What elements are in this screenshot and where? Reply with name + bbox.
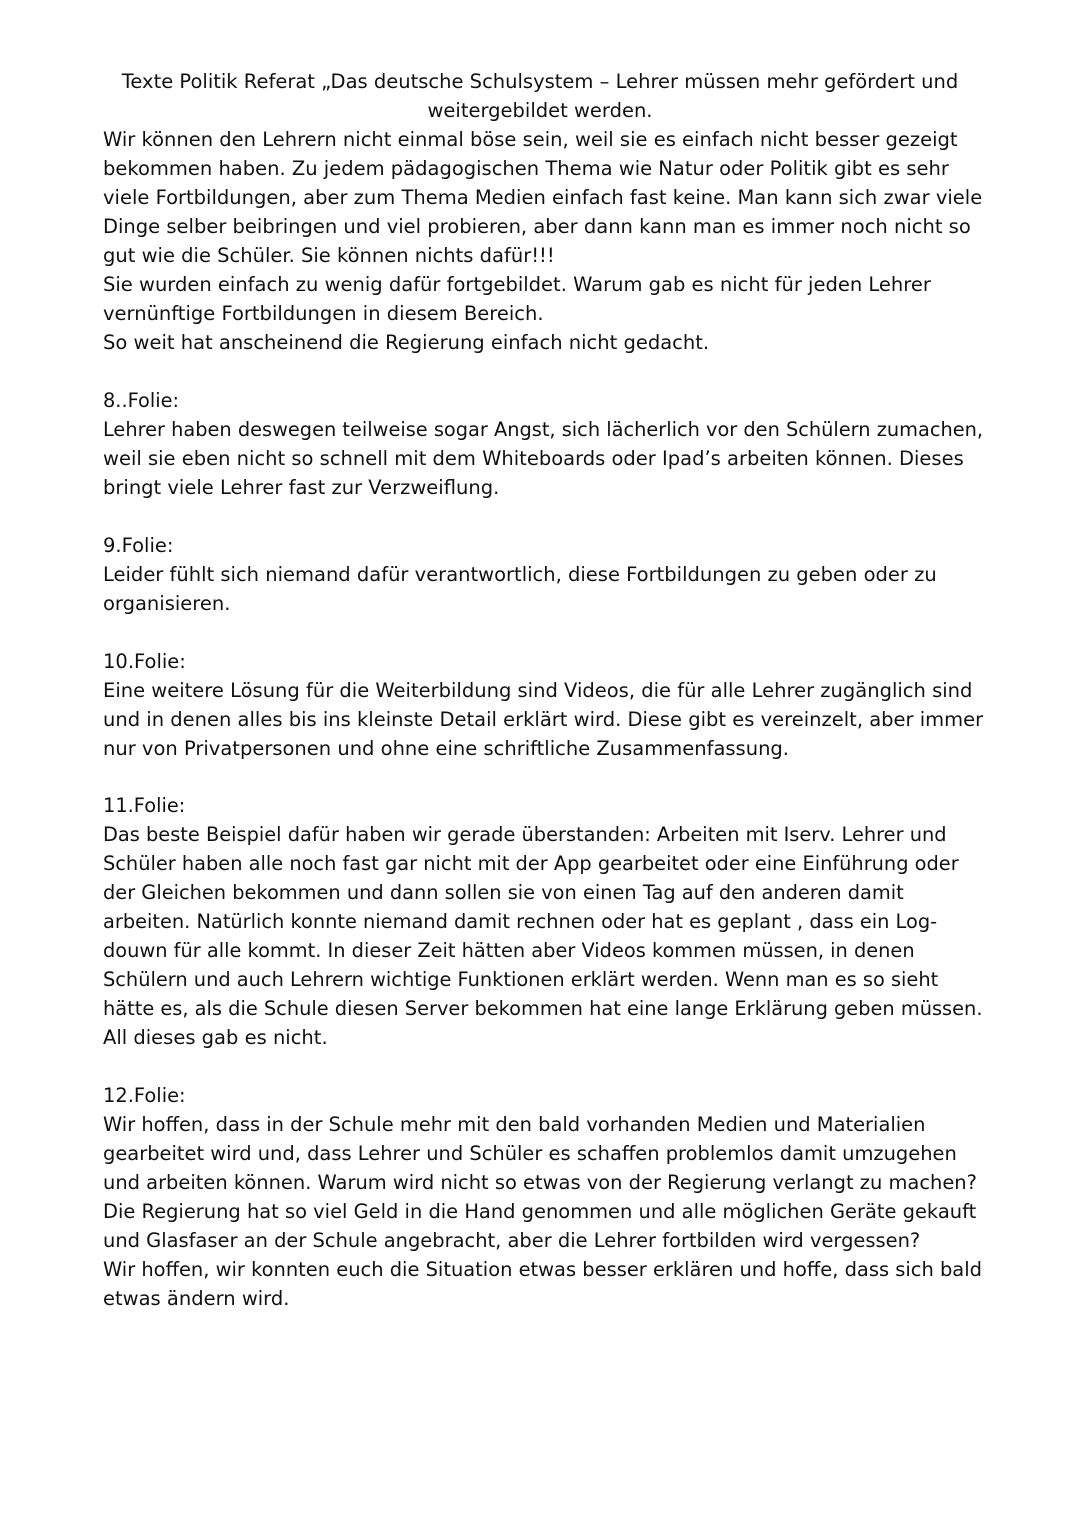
text-line: Das beste Beispiel dafür haben wir gerade überstanden: Arbeiten mit Iserv. Lehrer und — [103, 823, 947, 846]
text-line: viele Fortbildungen, aber zum Thema Medien einfach fast keine. Man kann sich zwar viele — [103, 186, 983, 209]
text-line: Schülern und auch Lehrern wichtige Funktionen erklärt werden. Wenn man es so sieht — [103, 968, 939, 991]
text-line: organisieren. — [103, 592, 231, 615]
text-line: So weit hat anscheinend die Regierung einfach nicht gedacht. — [103, 331, 710, 354]
title-line: weitergebildet werden. — [427, 99, 653, 122]
section-folie-8 — [103, 386, 983, 502]
text-line: Die Regierung hat so viel Geld in die Hand genommen und alle möglichen Geräte gekauft — [103, 1200, 977, 1223]
document-title — [100, 67, 980, 125]
text-line: hätte es, als die Schule diesen Server bekommen hat eine lange Erklärung geben müssen. — [103, 997, 983, 1020]
intro-paragraph — [103, 125, 982, 357]
text-line: und in denen alles bis ins kleinste Detail erklärt wird. Diese gibt es vereinzelt, aber immer — [103, 708, 984, 731]
text-line: gearbeitet wird und, dass Lehrer und Schüler es schaffen problemlos damit umzugehen — [103, 1142, 957, 1165]
section-heading: 8..Folie: — [103, 389, 180, 412]
text-line: der Gleichen bekommen und dann sollen sie von einen Tag auf den anderen damit — [103, 881, 904, 904]
text-line: arbeiten. Natürlich konnte niemand damit rechnen oder hat es geplant , dass ein Log- — [103, 910, 938, 933]
text-line: und Glasfaser an der Schule angebracht, aber die Lehrer fortbilden wird vergessen? — [103, 1229, 921, 1252]
section-heading: 10.Folie: — [103, 650, 186, 673]
section-folie-12 — [103, 1081, 982, 1313]
text-line: nur von Privatpersonen und ohne eine schriftliche Zusammenfassung. — [103, 737, 790, 760]
text-line: weil sie eben nicht so schnell mit dem Whiteboards oder Ipad’s arbeiten können. Dieses — [103, 447, 964, 470]
text-line: gut wie die Schüler. Sie können nichts dafür!!! — [103, 244, 555, 267]
section-folie-10 — [103, 647, 983, 763]
text-line: douwn für alle kommt. In dieser Zeit hätten aber Videos kommen müssen, in denen — [103, 939, 915, 962]
text-line: Dinge selber beibringen und viel probieren, aber dann kann man es immer noch nicht so — [103, 215, 971, 238]
section-folie-9 — [103, 531, 937, 618]
section-heading: 11.Folie: — [103, 794, 186, 817]
section-heading: 12.Folie: — [103, 1084, 186, 1107]
text-line: und arbeiten können. Warum wird nicht so etwas von der Regierung verlangt zu machen? — [103, 1171, 977, 1194]
section-folie-11 — [103, 791, 982, 1052]
text-line: vernünftige Fortbildungen in diesem Bereich. — [103, 302, 544, 325]
text-line: Wir können den Lehrern nicht einmal böse sein, weil sie es einfach nicht besser gezeigt — [103, 128, 958, 151]
text-line: Wir hoffen, dass in der Schule mehr mit den bald vorhanden Medien und Materialien — [103, 1113, 926, 1136]
text-line: Wir hoffen, wir konnten euch die Situation etwas besser erklären und hoffe, dass sich bald — [103, 1258, 982, 1281]
text-line: etwas ändern wird. — [103, 1287, 290, 1310]
text-line: Lehrer haben deswegen teilweise sogar Angst, sich lächerlich vor den Schülern zumachen, — [103, 418, 984, 441]
title-line: Texte Politik Referat „Das deutsche Schulsystem – Lehrer müssen mehr gefördert und — [121, 70, 959, 93]
text-line: Sie wurden einfach zu wenig dafür fortgebildet. Warum gab es nicht für jeden Lehrer — [103, 273, 931, 296]
section-heading: 9.Folie: — [103, 534, 174, 557]
text-line: bekommen haben. Zu jedem pädagogischen Thema wie Natur oder Politik gibt es sehr — [103, 157, 949, 180]
text-line: bringt viele Lehrer fast zur Verzweiflung. — [103, 476, 500, 499]
text-line: Schüler haben alle noch fast gar nicht mit der App gearbeitet oder eine Einführung oder — [103, 852, 959, 875]
text-line: All dieses gab es nicht. — [103, 1026, 328, 1049]
text-line: Leider fühlt sich niemand dafür verantwortlich, diese Fortbildungen zu geben oder zu — [103, 563, 937, 586]
text-line: Eine weitere Lösung für die Weiterbildung sind Videos, die für alle Lehrer zugänglich sind — [103, 679, 973, 702]
